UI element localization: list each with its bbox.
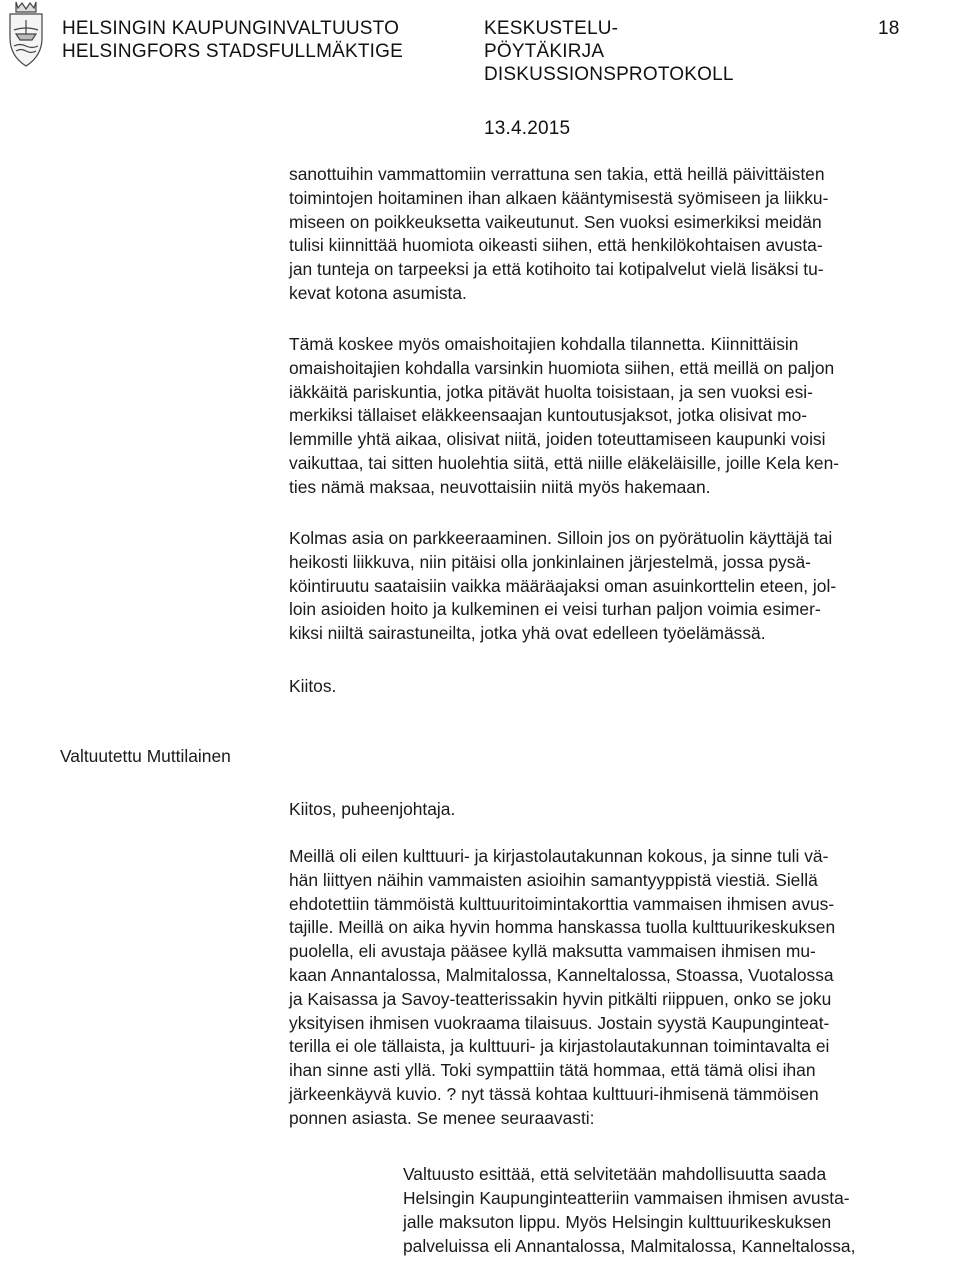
quote-line: jalle maksuton lippu. Myös Helsingin kulttuurikeskuksen (403, 1212, 832, 1232)
meeting-date: 13.4.2015 (484, 118, 571, 139)
motion-quote (403, 1162, 958, 1258)
text-line: terilla ei ole tällaista, ja kulttuuri- ja kirjastolautakunnan toimintavalta ei (289, 1036, 830, 1057)
paragraph-5 (289, 798, 953, 822)
quote-line: Helsingin Kaupunginteatteriin vammaisen ihmisen avusta- (403, 1188, 850, 1208)
text-line: köintiruutu saataisiin vaikka määräajaksi oman asuinkorttelin eteen, jol- (289, 575, 837, 596)
text-line: hän liittyen näihin vammaisten asioihin samantyyppistä viestiä. Siellä (289, 869, 818, 890)
text-line: jan tunteja on tarpeeksi ja että kotihoito tai kotipalvelut vielä lisäksi tu- (289, 259, 824, 280)
text-line: järkeenkäyvä kuvio. ? nyt tässä kohtaa kulttuuri-ihmisenä tämmöisen (289, 1083, 819, 1104)
paragraph-2 (289, 333, 953, 500)
text-line: tajille. Meillä on aika hyvin homma hanskassa tuolla kulttuurikeskuksen (289, 917, 836, 938)
text-line: sanottuihin vammattomiin verrattuna sen takia, että heillä päivittäisten (289, 164, 825, 184)
text-line: heikosti liikkuva, niin pitäisi olla jonkinlainen järjestelmä, jossa pysä- (289, 551, 811, 572)
text-line: Tämä koskee myös omaishoitajien kohdalla tilannetta. Kiinnittäisin (289, 334, 799, 354)
text-line: ties nämä maksaa, neuvottaisiin niitä myös hakemaan. (289, 476, 711, 497)
page-number: 18 (878, 18, 900, 39)
document-type (484, 17, 734, 86)
paragraph-4 (289, 675, 953, 699)
text-line: toimintojen hoitaminen ihan alkaen kääntymisestä syömiseen ja liikku- (289, 187, 829, 208)
text-line: tulisi kiinnittää huomiota oikeasti siihen, että henkilökohtaisen avusta- (289, 235, 823, 256)
text-line: ehdotettiin tämmöistä kulttuuritoimintakorttia vammaisen ihmisen avus- (289, 893, 835, 914)
text-line: kiksi niiltä sairastuneilta, jotka yhä ovat edelleen työelämässä. (289, 623, 766, 644)
text-line: kaan Annantalossa, Malmitalossa, Kanneltalossa, Stoassa, Vuotalossa (289, 964, 834, 985)
text-line: iäkkäitä pariskuntia, jotka pitävät huolta toisistaan, ja sen vuoksi esi- (289, 381, 813, 402)
document-type-line-3: DISKUSSIONSPROTOKOLL (484, 64, 734, 85)
text-line: ponnen asiasta. Se menee seuraavasti: (289, 1107, 595, 1128)
text-line: vaikuttaa, tai sitten huolehtia siitä, että niille eläkeläisille, joille Kela ken- (289, 452, 840, 473)
text-line: ihan sinne asti yllä. Toki sympattiin tätä hommaa, että tämä olisi ihan (289, 1060, 816, 1081)
text-line: merkiksi tällaiset eläkkeensaajan kuntoutusjaksot, jotka olisivat mo- (289, 405, 808, 426)
text-line: puolella, eli avustaja pääsee kyllä maksutta vammaisen ihmisen mu- (289, 941, 816, 962)
document-type-line-1: KESKUSTELU- (484, 18, 619, 39)
text-line: lemmille yhtä aikaa, olisivat niitä, joiden toteuttamiseen kaupunki voisi (289, 429, 826, 450)
organization-name (62, 17, 403, 63)
text-line: kevat kotona asumista. (289, 282, 467, 303)
paragraph-6 (289, 845, 953, 1131)
text-line: Kiitos, puheenjohtaja. (289, 799, 456, 819)
text-line: Kiitos. (289, 676, 337, 696)
text-line: ja Kaisassa ja Savoy-teatterissakin hyvin pitkälti riippuen, onko se joku (289, 988, 832, 1009)
coat-of-arms-icon (4, 0, 48, 68)
paragraph-1 (289, 163, 953, 306)
text-line: miseen on poikkeuksetta vaikeutunut. Sen vuoksi esimerkiksi meidän (289, 211, 822, 232)
document-type-line-2: PÖYTÄKIRJA (484, 41, 605, 62)
speaker-name: Valtuutettu Muttilainen (60, 746, 231, 766)
quote-line: palveluissa eli Annantalossa, Malmitalossa, Kanneltalossa, (403, 1236, 856, 1256)
quote-line: Valtuusto esittää, että selvitetään mahdollisuutta saada (403, 1164, 827, 1184)
text-line: yksityisen ihmisen vuokraama tilaisuus. Jostain syystä Kaupunginteat- (289, 1012, 830, 1033)
paragraph-3 (289, 527, 953, 646)
text-line: omaishoitajien kohdalla varsinkin huomiota siihen, että meillä on paljon (289, 357, 835, 378)
text-line: Meillä oli eilen kulttuuri- ja kirjastolautakunnan kokous, ja sinne tuli vä- (289, 846, 829, 866)
text-line: loin asioiden hoito ja kulkeminen ei veisi turhan paljon voimia esimer- (289, 599, 821, 620)
helsinki-coat-of-arms-logo (4, 0, 48, 68)
organization-name-swedish: HELSINGFORS STADSFULLMÄKTIGE (62, 41, 403, 62)
organization-name-finnish: HELSINGIN KAUPUNGINVALTUUSTO (62, 18, 400, 39)
text-line: Kolmas asia on parkkeeraaminen. Silloin jos on pyörätuolin käyttäjä tai (289, 528, 833, 548)
